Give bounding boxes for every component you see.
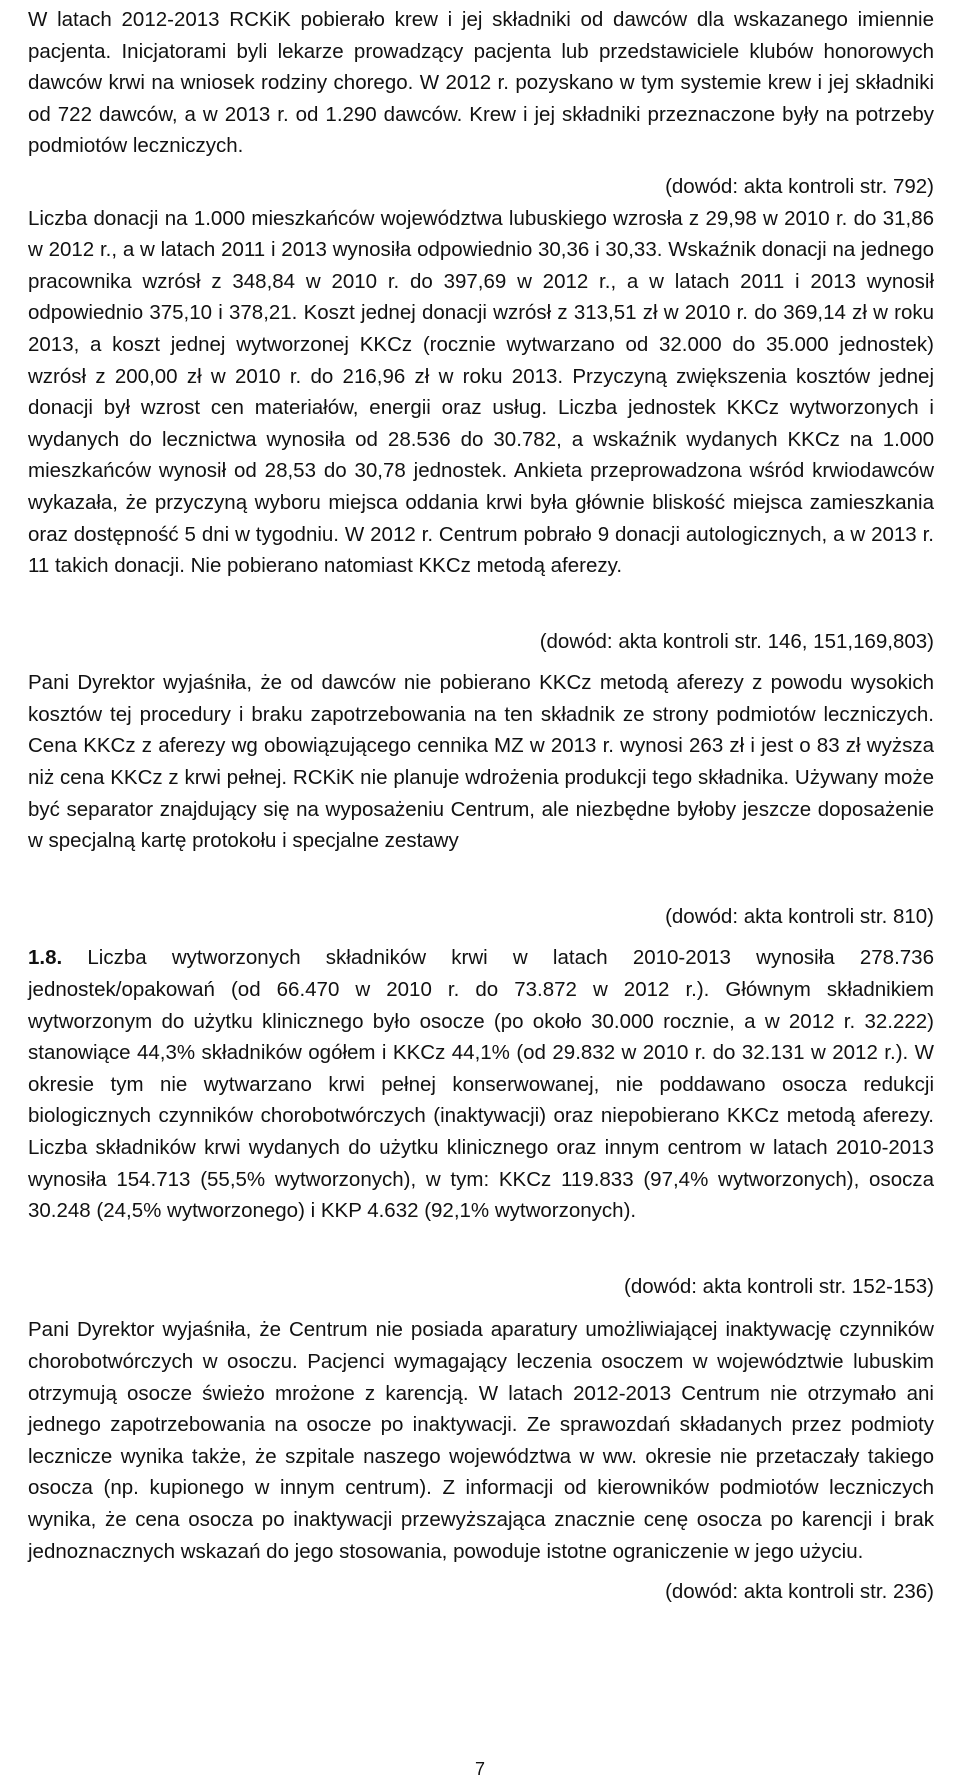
section-number: 1.8. — [28, 946, 63, 970]
paragraph-donation-statistics: Liczba donacji na 1.000 mieszkańców województwa lubuskiego wzrosła z 29,98 w 2010 r. do 31,86 w 2012 r., a w latach 2011 i 2013 wynosiła odpowiednio 30,36 i 30,33. Wskaźnik donacji na jednego pracownika wzrósł z 348,84 w 2010 r. do 397,69 w 2012 r., a w latach 2011 i 2013 wynosił odpowiednio 375,10 i 378,21. Koszt jednej donacji wzrósł z 313,51 zł w 2010 r. do 369,14 zł w roku 2013, a koszt jednej wytworzonej KKCz (rocznie wytwarzano od 32.000 do 35.000 jednostek) wzrósł z 200,00 zł w 2010 r. do 216,96 zł w roku 2013. Przyczyną zwiększenia kosztów jednej donacji był wzrost cen materiałów, energii oraz usług. Liczba jednostek KKCz wytworzonych i wydanych do lecznictwa wynosiła od 28.536 do 30.782, a wskaźnik wydanych KKCz na 1.000 mieszkańców wynosił od 28,53 do 30,78 jednostek. Ankieta przeprowadzona wśród krwiodawców wykazała, że przyczyną wyboru miejsca oddania krwi była głównie bliskość miejsca zamieszkania oraz dostępność 5 dni w tygodniu. W 2012 r. Centrum pobrało 9 donacji autologicznych, a w 2013 r. 11 takich donacji. Nie pobierano natomiast KKCz metodą aferezy. — [28, 206, 934, 578]
evidence-reference-5: (dowód: akta kontroli str. 236) — [665, 1580, 934, 1604]
paragraph-blood-components-section — [28, 942, 934, 1226]
evidence-reference-4: (dowód: akta kontroli str. 152-153) — [624, 1274, 934, 1298]
section-text: Liczba wytworzonych składników krwi w latach 2010-2013 wynosiła 278.736 jednostek/opakowań (od 66.470 w 2010 r. do 73.872 w 2012 r.). Głównym składnikiem wytworzonym do użytku klinicznego było osocze (po około 30.000 rocznie, a w 2012 r. 32.222) stanowiące 44,3% składników ogółem i KKCz 44,1% (od 29.832 w 2010 r. do 32.131 w 2012 r.). W okresie tym nie wytwarzano krwi pełnej konserwowanej, nie poddawano osocza redukcji biologicznych czynników chorobotwórczych (inaktywacji) oraz niepobierano KKCz metodą aferezy. Liczba składników krwi wydanych do użytku klinicznego oraz innym centrom w latach 2010-2013 wynosiła 154.713 (55,5% wytworzonych), w tym: KKCz 119.833 (97,4% wytworzonych), osocza 30.248 (24,5% wytworzonego) i KKP 4.632 (92,1% wytworzonych). — [28, 946, 934, 1223]
document-body — [28, 4, 934, 1608]
page-number: 7 — [474, 1759, 485, 1779]
paragraph-director-explanation-inactivation: Pani Dyrektor wyjaśniła, że Centrum nie posiada aparatury umożliwiającej inaktywację czynników chorobotwórczych w osoczu. Pacjenci wymagający leczenia osoczem w województwie lubuskim otrzymują osocze świeżo mrożone z karencją. W latach 2012-2013 Centrum nie otrzymało ani jednego zapotrzebowania na osocze po inaktywacji. Ze sprawozdań składanych przez podmioty lecznicze wynika także, że szpitale naszego województwa w ww. okresie nie przetaczały takiego osocza (np. kupionego w innym centrum). Z informacji od kierowników podmiotów leczniczych wynika, że cena osocza po inaktywacji przewyższająca znacznie cenę osocza po karencji i brak jednoznacznych wskazań do jego stosowania, powoduje istotne ograniczenie w jego użyciu. — [28, 1318, 934, 1563]
evidence-reference-2: (dowód: akta kontroli str. 146, 151,169,803) — [539, 629, 934, 653]
evidence-reference-3: (dowód: akta kontroli str. 810) — [665, 904, 934, 928]
evidence-reference-1: (dowód: akta kontroli str. 792) — [665, 174, 934, 198]
paragraph-director-explanation-apheresis: Pani Dyrektor wyjaśniła, że od dawców nie pobierano KKCz metodą aferezy z powodu wysokich kosztów tej procedury i braku zapotrzebowania na ten składnik ze strony podmiotów leczniczych. Cena KKCz z aferezy wg obowiązującego cennika MZ w 2013 r. wynosi 263 zł i jest o 83 zł wyższa niż cena KKCz z krwi pełnej. RCKiK nie planuje wdrożenia produkcji tego składnika. Używany może być separator znajdujący się na wyposażeniu Centrum, ale niezbędne byłoby jeszcze doposażenie w specjalną kartę protokołu i specjalne zestawy — [28, 671, 934, 853]
paragraph-directed-donation: W latach 2012-2013 RCKiK pobierało krew i jej składniki od dawców dla wskazanego imiennie pacjenta. Inicjatorami byli lekarze prowadzący pacjenta lub przedstawiciele klubów honorowych dawców krwi na wniosek rodziny chorego. W 2012 r. pozyskano w tym systemie krew i jej składniki od 722 dawców, a w 2013 r. od 1.290 dawców. Krew i jej składniki przeznaczone były na potrzeby podmiotów leczniczych. — [28, 8, 934, 158]
